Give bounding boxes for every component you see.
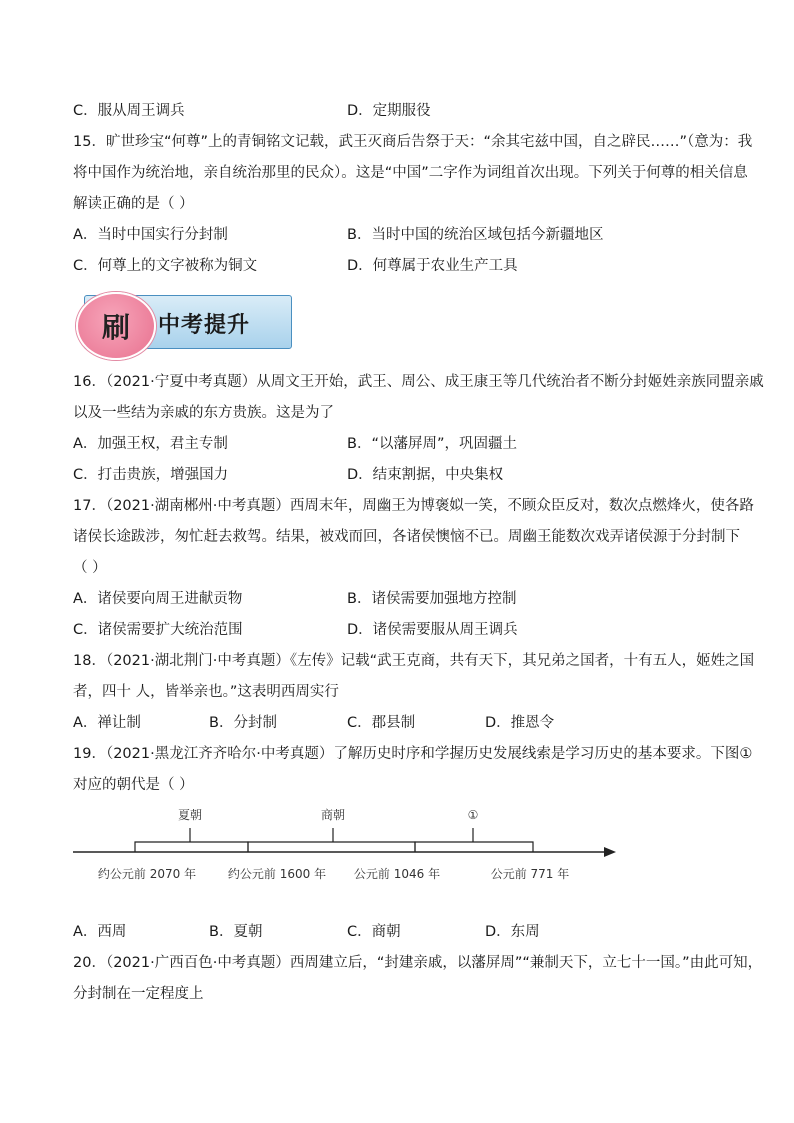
q17-option-d: D．诸侯需要服从周王调兵 (347, 622, 518, 638)
q15-stem-line-2: 将中国作为统治地，亲自统治那里的民众）。这是“中国”二字作为词组首次出现。下列关于何尊的相关信息 (73, 165, 748, 181)
q18-option-a: A．禅让制 (73, 715, 141, 731)
q18-stem-line-2: 者，四十 人，皆举亲也。”这表明西周实行 (73, 684, 339, 700)
q15-option-c: C．何尊上的文字被称为铜文 (73, 258, 258, 274)
date-label-771: 公元前 771 年 (490, 867, 570, 881)
q17-stem-line-3: （ ） (73, 560, 107, 576)
bracket-shang (248, 842, 415, 852)
q15-option-a: A．当时中国实行分封制 (73, 227, 228, 243)
q15-option-b: B．当时中国的统治区域包括今新疆地区 (347, 227, 604, 243)
q15-stem-line-3: 解读正确的是（ ） (73, 196, 194, 212)
timeline-arrowhead (604, 847, 616, 857)
q16-option-c: C．打击贵族，增强国力 (73, 467, 229, 483)
q16-option-d: D．结束割据，中央集权 (347, 467, 504, 483)
q15-stem-line-1: 15．旷世珍宝“何尊”上的青铜铭文记载，武王灭商后告祭于天：“余其宅兹中国，自之辟民……”（意为：我 (73, 134, 753, 150)
q19-stem-line-1: 19．（2021·黑龙江齐齐哈尔·中考真题）了解历史时序和学握历史发展线索是学习历史的基本要求。下图① (73, 746, 753, 762)
q17-stem-line-2: 诸侯长途跋涉，匆忙赶去救驾。结果，被戏而回，各诸侯懊恼不已。周幽王能数次戏弄诸侯源于分封制下 (73, 529, 740, 545)
period-label-xia: 夏朝 (177, 808, 203, 822)
q16-stem-line-2: 以及一些结为亲戚的东方贵族。这是为了 (73, 405, 334, 421)
bracket-circled-1 (415, 842, 533, 852)
banner-title: 中考提升 (158, 313, 251, 338)
banner-badge: 刷 (76, 292, 156, 360)
period-label-circled-1: ① (467, 808, 479, 822)
q18-stem-line-1: 18．（2021·湖北荆门·中考真题）《左传》记载“武王克商，共有天下，其兄弟之国者，十有五人，姬姓之国 (73, 653, 755, 669)
q17-option-b: B．诸侯需要加强地方控制 (347, 591, 517, 607)
q16-stem-line-1: 16．（2021·宁夏中考真题）从周文王开始，武王、周公、成王康王等几代统治者不断分封姬姓亲族同盟亲戚 (73, 374, 764, 390)
section-banner (76, 292, 292, 350)
q19-option-b: B．夏朝 (209, 924, 263, 940)
bracket-xia (135, 842, 248, 852)
q15-option-d: D．何尊属于农业生产工具 (347, 258, 518, 274)
q19-stem-line-2: 对应的朝代是（ ） (73, 777, 194, 793)
q20-stem-line-2: 分封制在一定程度上 (73, 986, 204, 1002)
q19-option-d: D．东周 (485, 924, 540, 940)
q19-option-c: C．商朝 (347, 924, 401, 940)
q14-option-c: C．服从周王调兵 (73, 103, 185, 119)
q14-option-d: D．定期服役 (347, 103, 431, 119)
q19-option-a: A．西周 (73, 924, 127, 940)
q18-option-d: D．推恩令 (485, 715, 555, 731)
date-label-2070: 约公元前 2070 年 (97, 867, 197, 881)
date-label-1046: 公元前 1046 年 (353, 867, 441, 881)
q17-option-c: C．诸侯需要扩大统治范围 (73, 622, 243, 638)
q18-option-b: B．分封制 (209, 715, 277, 731)
q18-option-c: C．郡县制 (347, 715, 416, 731)
q16-option-a: A．加强王权，君主专制 (73, 436, 228, 452)
q16-option-b: B．“以藩屏周”，巩固疆土 (347, 436, 517, 452)
date-label-1600: 约公元前 1600 年 (227, 867, 327, 881)
q17-stem-line-1: 17．（2021·湖南郴州·中考真题）西周末年，周幽王为博褒姒一笑，不顾众臣反对，数次点燃烽火，使各路 (73, 498, 754, 514)
q20-stem-line-1: 20．（2021·广西百色·中考真题）西周建立后，“封建亲戚，以藩屏周”“兼制天下，立七十一国。”由此可知， (73, 955, 763, 971)
period-label-shang: 商朝 (320, 808, 346, 822)
q17-option-a: A．诸侯要向周王进献贡物 (73, 591, 243, 607)
